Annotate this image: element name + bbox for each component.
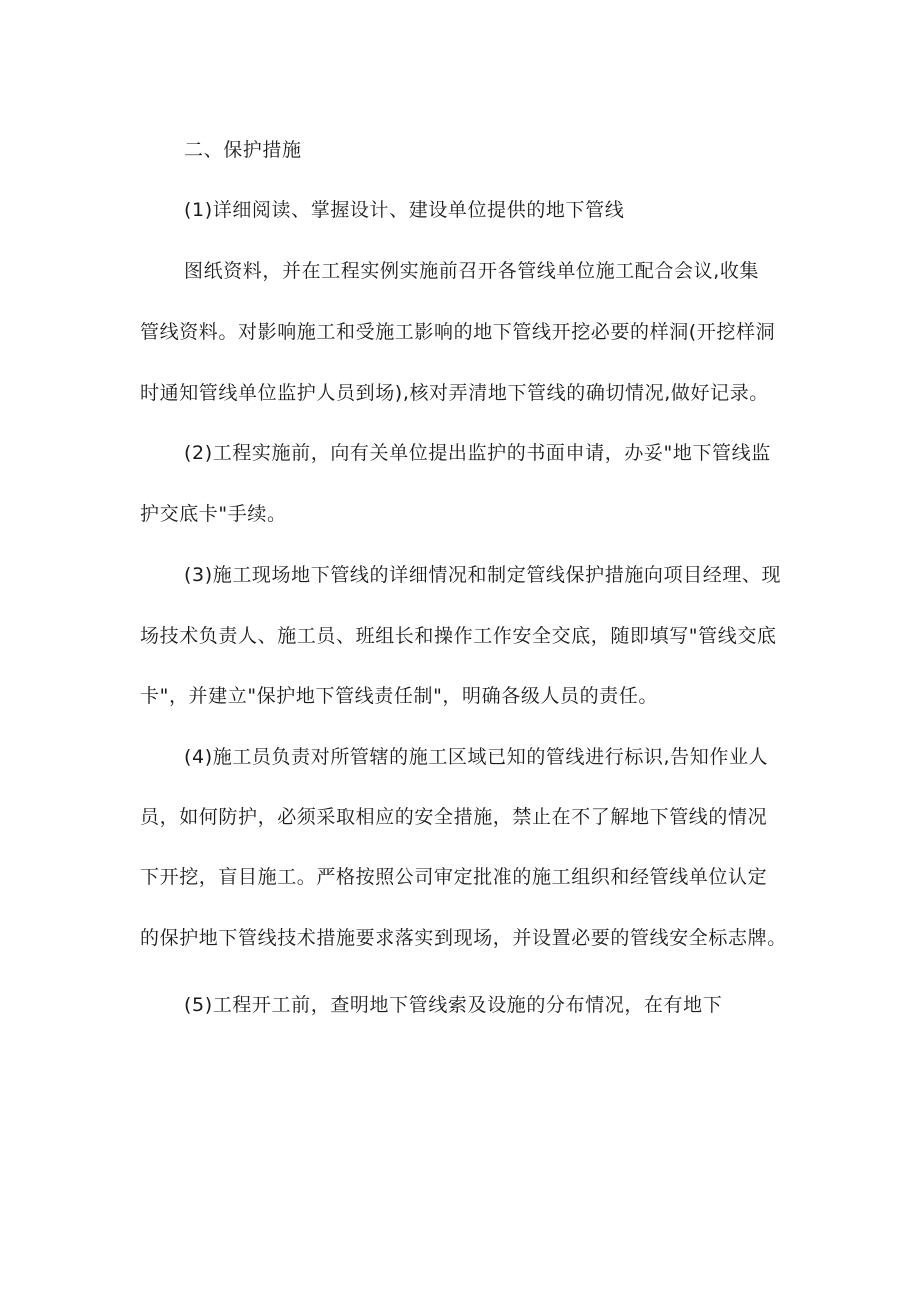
paragraph-line: 场技术负责人、施工员、班组长和操作工作安全交底，随即填写"管线交底 xyxy=(140,625,777,647)
paragraph-line: 图纸资料，并在工程实例实施前召开各管线单位施工配合会议,收集 xyxy=(184,260,760,282)
paragraph-line: 时通知管线单位监护人员到场),核对弄清地下管线的确切情况,做好记录。 xyxy=(140,382,769,404)
paragraph-line: (5)工程开工前，查明地下管线索及设施的分布情况，在有地下 xyxy=(184,994,723,1016)
section-heading: 二、保护措施 xyxy=(184,139,302,161)
paragraph-line: (1)详细阅读、掌握设计、建设单位提供的地下管线 xyxy=(184,199,625,221)
paragraph-line: (2)工程实施前，向有关单位提出监护的书面申请，办妥"地下管线监 xyxy=(184,442,771,464)
paragraph-line: 下开挖，盲目施工。严格按照公司审定批准的施工组织和经管线单位认定 xyxy=(140,866,768,888)
paragraph-line: (4)施工员负责对所管辖的施工区域已知的管线进行标识,告知作业人 xyxy=(184,746,769,768)
paragraph-line: 护交底卡"手续。 xyxy=(140,503,287,525)
paragraph-line: 员，如何防护，必须采取相应的安全措施，禁止在不了解地下管线的情况 xyxy=(140,806,768,828)
paragraph-line: 管线资料。对影响施工和受施工影响的地下管线开挖必要的样洞(开挖样洞 xyxy=(140,321,776,343)
paragraph-line: 卡"，并建立"保护地下管线责任制"，明确各级人员的责任。 xyxy=(140,685,659,707)
paragraph-line: (3)施工现场地下管线的详细情况和制定管线保护措施向项目经理、现 xyxy=(184,564,782,586)
paragraph-line: 的保护地下管线技术措施要求落实到现场，并设置必要的管线安全标志牌。 xyxy=(140,927,787,949)
